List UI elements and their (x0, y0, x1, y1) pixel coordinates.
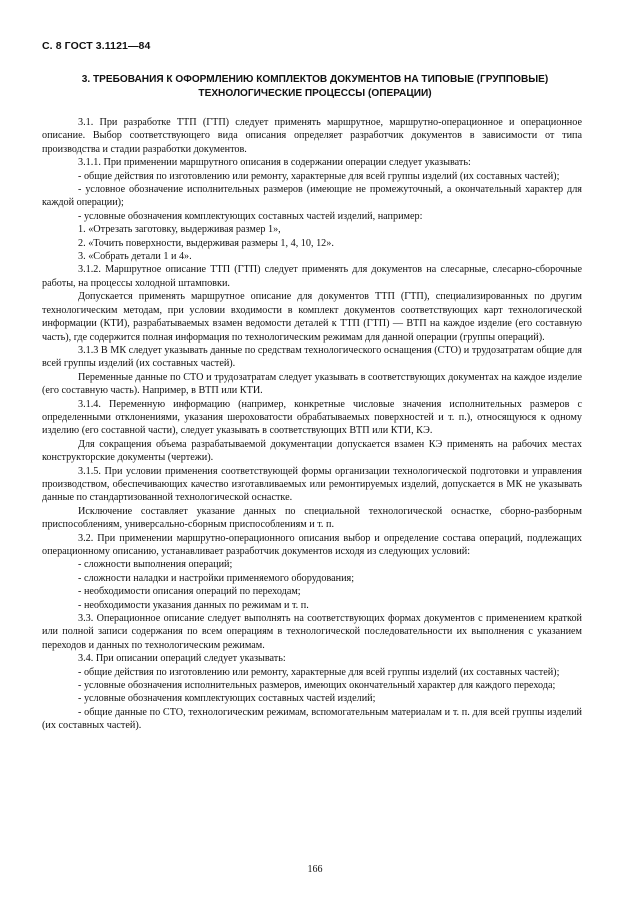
paragraph: 3.1.1. При применении маршрутного описания в содержании операции следует указывать: (78, 157, 471, 169)
paragraph: 3.4. При описании операций следует указывать: (78, 653, 286, 665)
list-item: - необходимости указания данных по режимам и т. п. (78, 599, 309, 611)
list-item: - условные обозначения исполнительных размеров, имеющих окончательный характер для каждого перехода; (78, 680, 556, 692)
list-item: - условные обозначения комплектующих составных частей изделий; (78, 693, 376, 705)
list-item: - условные обозначения комплектующих составных частей изделий, например: (78, 210, 423, 222)
list-item: - условное обозначение исполнительных размеров (имеющие не промежуточный, а окончательный характер для каждой операции); (42, 184, 582, 209)
section-title: 3. ТРЕБОВАНИЯ К ОФОРМЛЕНИЮ КОМПЛЕКТОВ ДОКУМЕНТОВ НА ТИПОВЫЕ (ГРУППОВЫЕ) ТЕХНОЛОГИЧЕСКИЕ ПРОЦЕССЫ (ОПЕРАЦИИ) (81, 74, 549, 99)
paragraph: 3.1. При разработке ТТП (ГТП) следует применять маршрутное, маршрутно-операционное и операционное описание. Выбор соответствующего вида описания определяет разработчик документов в зависимости от типа производства и стадии разработки документов. (42, 117, 582, 155)
document-body (42, 116, 582, 733)
list-item: - сложности наладки и настройки применяемого оборудования; (78, 572, 355, 584)
page-number: 166 (307, 864, 323, 875)
list-item: - сложности выполнения операций; (78, 559, 233, 571)
list-item: - общие действия по изготовлению или ремонту, характерные для всей группы изделий (их составных частей); (78, 666, 560, 678)
paragraph: 3.3. Операционное описание следует выполнять на соответствующих формах документов с применением краткой или полной записи содержания по всем операциям в технологической последовательности их выполнения с указанием переходов и данных по технологическим режимам. (42, 613, 582, 651)
paragraph: Допускается применять маршрутное описание для документов ТТП (ГТП), специализированных по другим технологическим методам, при условии входимости в комплект документов соответствующих карт технологической информации (КТИ), разрабатываемых взамен ведомости деталей к ТТП (ГТП) — ВТП на каждое изделие (его составную часть), где содержится полная информация по технологическим режимам для данной операции (группы операций). (42, 291, 582, 343)
list-item: - общие действия по изготовлению или ремонту, характерные для всей группы изделий (их составных частей); (78, 170, 560, 182)
paragraph: 3.1.3 В МК следует указывать данные по средствам технологического оснащения (СТО) и трудозатратам общие для всей группы изделий (их составных частей). (42, 344, 582, 370)
page-header: С. 8 ГОСТ 3.1121—84 (42, 40, 151, 52)
list-item: - необходимости описания операций по переходам; (78, 586, 301, 598)
list-item: 3. «Собрать детали 1 и 4». (78, 251, 192, 263)
paragraph: Переменные данные по СТО и трудозатратам следует указывать в соответствующих документах на каждое изделие (его составную часть). Например, в ВТП или КТИ. (42, 371, 582, 397)
list-item: - общие данные по СТО, технологическим режимам, вспомогательным материалам и т. п. для всей группы изделий (их составных частей). (42, 706, 582, 732)
paragraph: 3.1.5. При условии применения соответствующей формы организации технологической подготовки и управления производством, обеспечивающих качество изготавливаемых или ремонтируемых изделий, допускается в МК не указывать данные по стандартизованной технологической оснастке. (42, 465, 582, 504)
paragraph: Для сокращения объема разрабатываемой документации допускается взамен КЭ применять на рабочих местах конструкторские документы (чертежи). (42, 438, 582, 464)
paragraph: 3.2. При применении маршрутно-операционного описания выбор и определение состава операций, подлежащих операционному описанию, устанавливает разработчик документов исходя из следующих условий: (42, 532, 582, 557)
list-item: 1. «Отрезать заготовку, выдерживая размер 1», (78, 224, 281, 236)
paragraph: Исключение составляет указание данных по специальной технологической оснастке, сборно-разборным приспособлениям, универсально-сборным приспособлениям и т. п. (42, 505, 582, 531)
paragraph: 3.1.4. Переменную информацию (например, конкретные числовые значения исполнительных размеров с определенными отклонениями, указания шероховатости обрабатываемых поверхностей и т. п.), относящуюся к одному изделию (его составной части), следует указывать в соответствующих ВТП или КТИ, КЭ. (42, 398, 582, 437)
paragraph: 3.1.2. Маршрутное описание ТТП (ГТП) следует применять для документов на слесарные, слесарно-сборочные работы, на процессы холодной штамповки. (42, 264, 582, 289)
list-item: 2. «Точить поверхности, выдерживая размеры 1, 4, 10, 12». (78, 237, 334, 249)
